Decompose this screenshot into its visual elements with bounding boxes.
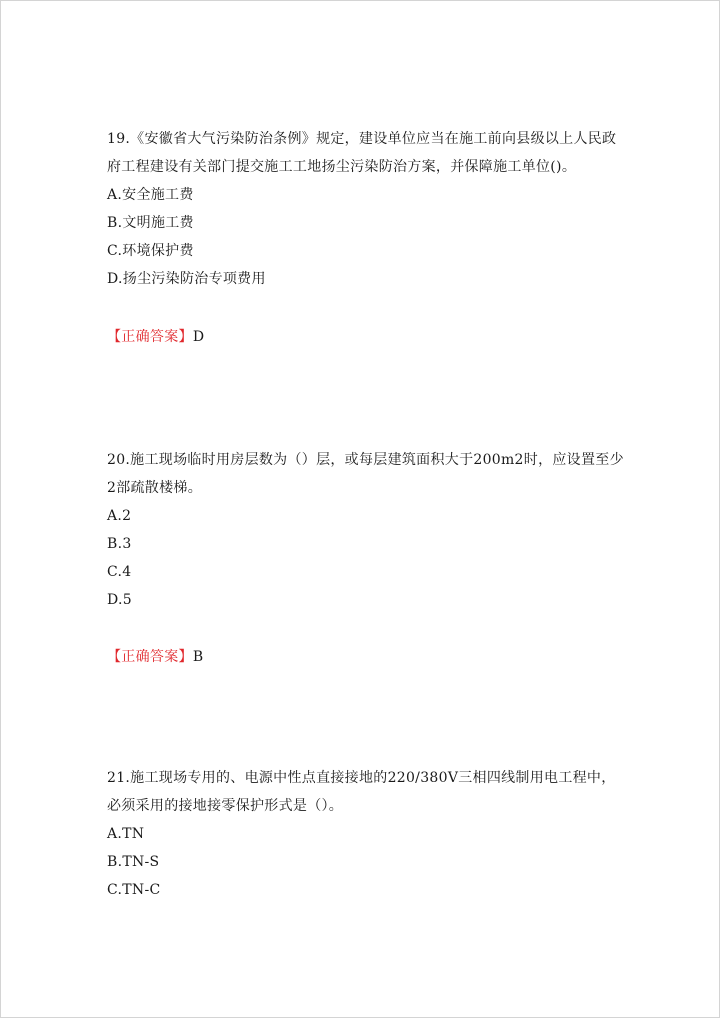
option-c: C.4 xyxy=(107,564,132,580)
question-stem: 21.施工现场专用的、电源中性点直接接地的220/380V三相四线制用电工程中，必须采用的接地接零保护形式是（）。 xyxy=(107,770,616,814)
answer-label: 【正确答案】 xyxy=(107,329,193,345)
option-c: C.环境保护费 xyxy=(107,243,194,259)
answer-value: D xyxy=(192,329,205,345)
option-a: A.2 xyxy=(107,508,132,524)
option-b: B.文明施工费 xyxy=(107,215,194,231)
option-a: A.安全施工费 xyxy=(107,187,194,203)
question-stem: 20.施工现场临时用房层数为（）层，或每层建筑面积大于200m2时，应设置至少2部疏散楼梯。 xyxy=(107,452,624,496)
option-c: C.TN-C xyxy=(107,882,161,898)
option-d: D.5 xyxy=(107,592,132,608)
question-19 xyxy=(107,125,627,293)
answer-20 xyxy=(107,647,203,667)
question-stem: 19.《安徽省大气污染防治条例》规定，建设单位应当在施工前向县级以上人民政府工程建设有关部门提交施工工地扬尘污染防治方案，并保障施工单位()。 xyxy=(107,131,617,175)
option-d: D.扬尘污染防治专项费用 xyxy=(107,271,266,287)
option-b: B.3 xyxy=(107,536,132,552)
question-20 xyxy=(107,446,627,614)
question-21 xyxy=(107,764,627,904)
answer-value: B xyxy=(192,649,204,665)
answer-label: 【正确答案】 xyxy=(107,649,193,665)
option-a: A.TN xyxy=(107,826,145,842)
option-b: B.TN-S xyxy=(107,854,160,870)
answer-19 xyxy=(107,327,204,347)
